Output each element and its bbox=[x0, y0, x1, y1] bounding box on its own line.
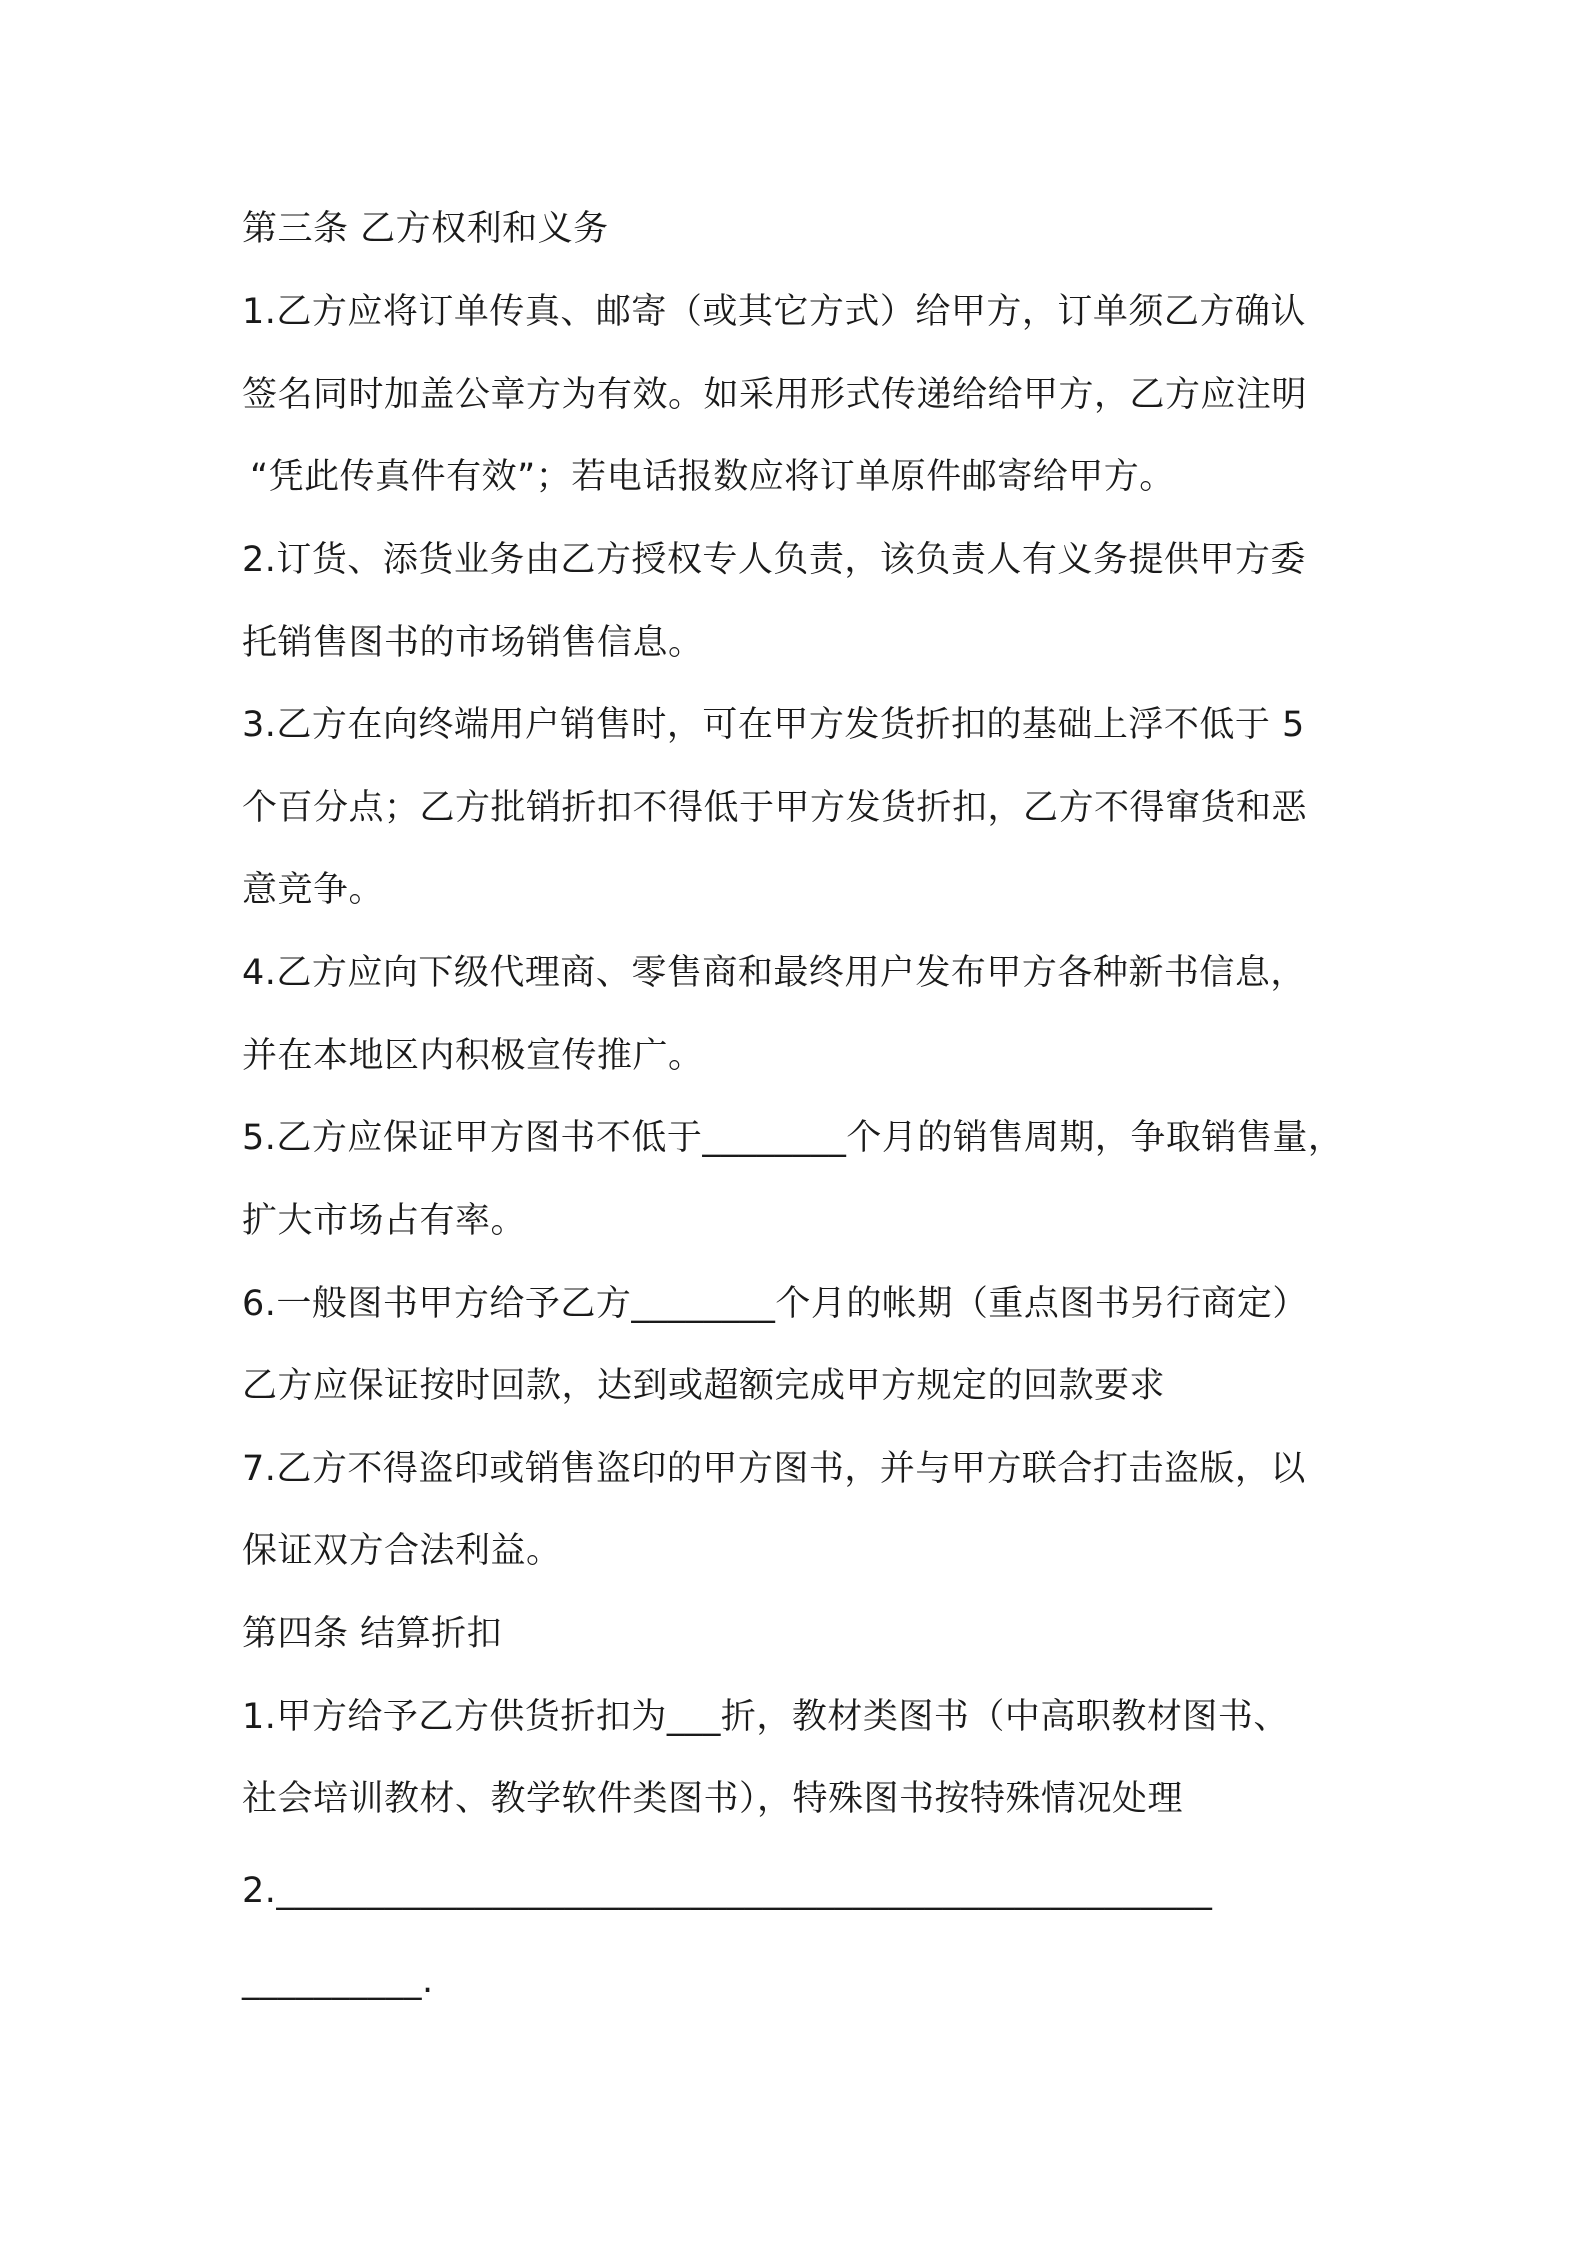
blank-fill-line: __________. bbox=[242, 1961, 434, 2001]
text-line: 2.订货、添货业务由乙方授权专人负责，该负责人有义务提供甲方委 bbox=[242, 540, 1306, 580]
text-line: 签名同时加盖公章方为有效。如采用形式传递给给甲方，乙方应注明 bbox=[242, 375, 1308, 415]
text-line: 6.一般图书甲方给予乙方________个月的帐期（重点图书另行商定） bbox=[242, 1284, 1308, 1324]
text-line: “凭此传真件有效”；若电话报数应将订单原件邮寄给甲方。 bbox=[250, 457, 1175, 497]
text-line: 个百分点；乙方批销折扣不得低于甲方发货折扣，乙方不得窜货和恶 bbox=[242, 788, 1308, 828]
text-line: 意竞争。 bbox=[242, 870, 385, 910]
text-line: 并在本地区内积极宣传推广。 bbox=[242, 1036, 704, 1076]
text-line: 4.乙方应向下级代理商、零售商和最终用户发布甲方各种新书信息， bbox=[242, 953, 1306, 993]
section-heading-article-3: 第三条 乙方权利和义务 bbox=[242, 209, 609, 249]
text-line: 3.乙方在向终端用户销售时，可在甲方发货折扣的基础上浮不低于 5 bbox=[242, 705, 1305, 745]
text-line: 扩大市场占有率。 bbox=[242, 1201, 527, 1241]
text-line: 社会培训教材、教学软件类图书），特殊图书按特殊情况处理 bbox=[242, 1779, 1184, 1819]
text-line: 保证双方合法利益。 bbox=[242, 1531, 562, 1571]
text-line: 乙方应保证按时回款，达到或超额完成甲方规定的回款要求 bbox=[242, 1366, 1166, 1406]
text-line: 5.乙方应保证甲方图书不低于________个月的销售周期，争取销售量， bbox=[242, 1118, 1344, 1158]
section-heading-article-4: 第四条 结算折扣 bbox=[242, 1614, 503, 1654]
blank-fill-line: 2.____________________________________________________ bbox=[242, 1871, 1213, 1911]
text-line: 7.乙方不得盗印或销售盗印的甲方图书，并与甲方联合打击盗版，以 bbox=[242, 1449, 1306, 1489]
text-line: 1.甲方给予乙方供货折扣为___折，教材类图书（中高职教材图书、 bbox=[242, 1697, 1289, 1737]
text-line: 托销售图书的市场销售信息。 bbox=[242, 623, 704, 663]
text-line: 1.乙方应将订单传真、邮寄（或其它方式）给甲方，订单须乙方确认 bbox=[242, 292, 1306, 332]
